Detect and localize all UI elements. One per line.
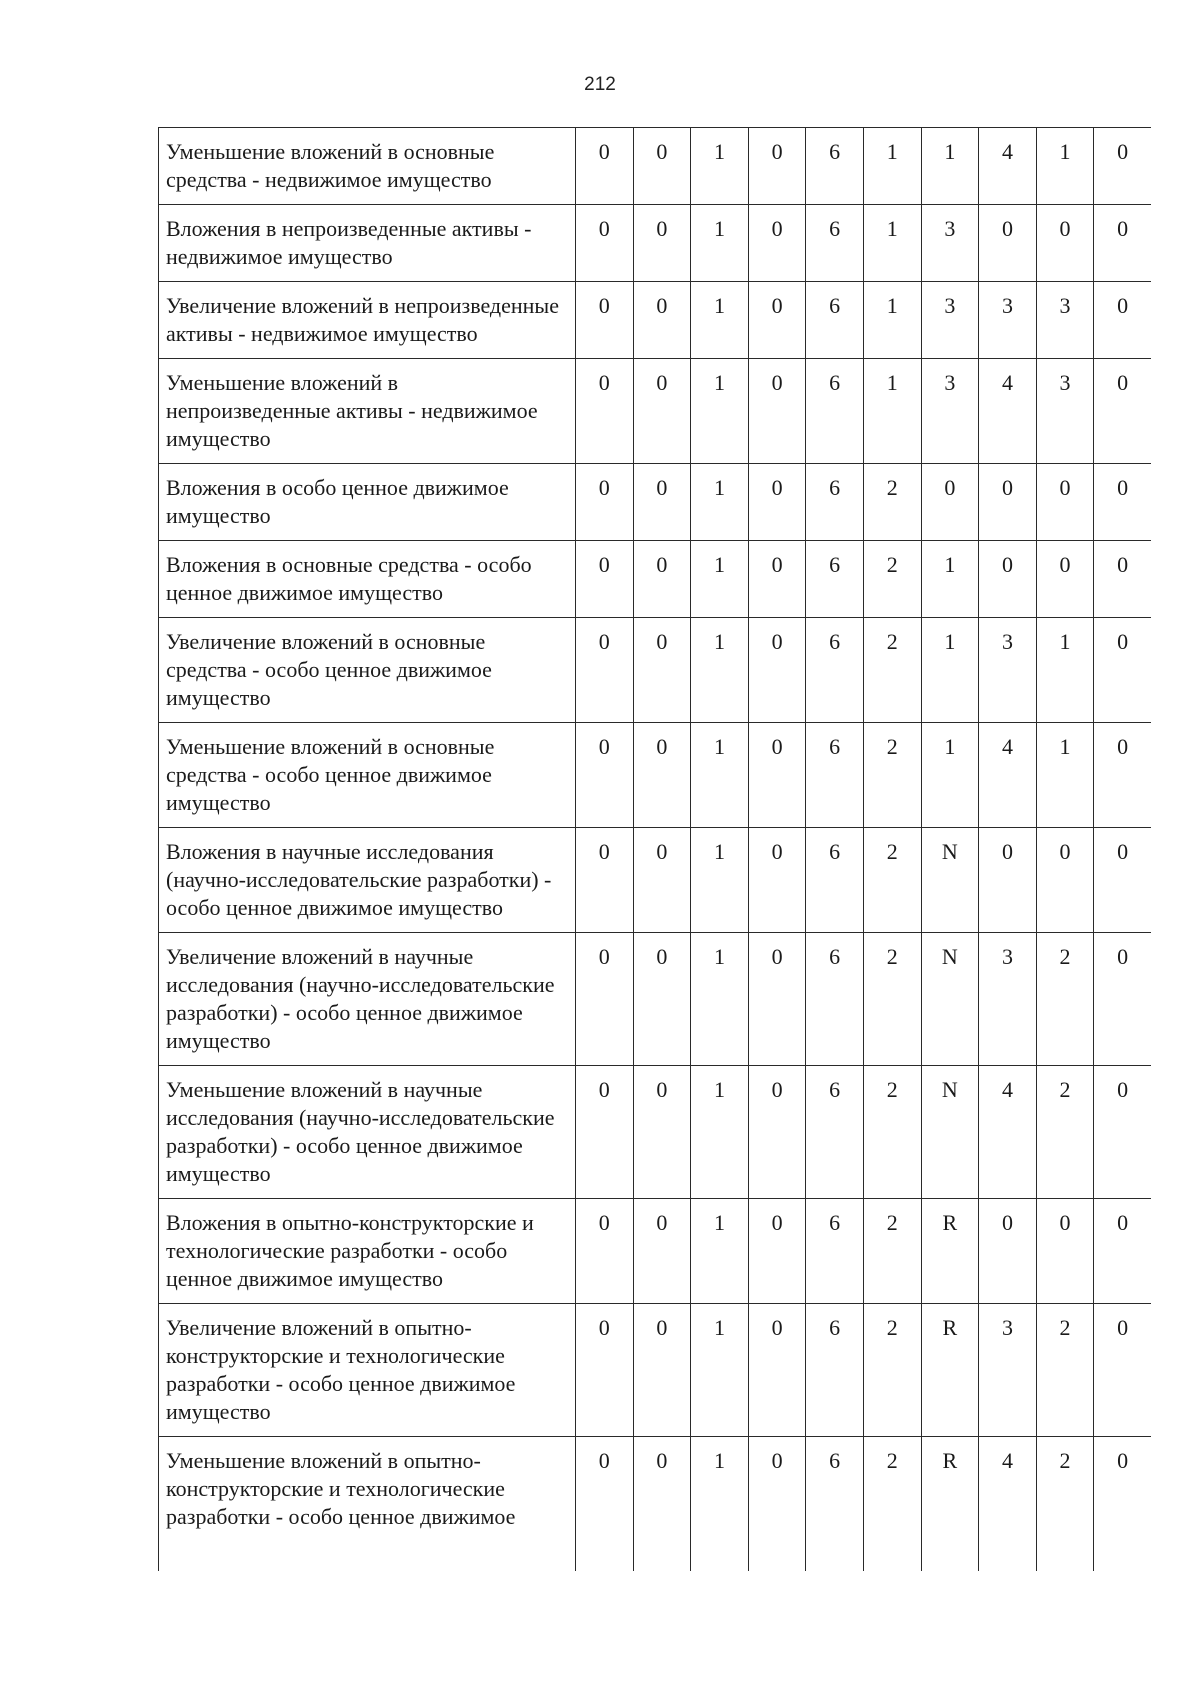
code-cell: 0 — [1094, 828, 1151, 933]
code-cell: R — [921, 1199, 979, 1304]
code-cell: 0 — [633, 618, 691, 723]
code-cell: 0 — [1036, 1199, 1094, 1304]
table-row — [159, 128, 1152, 205]
table-row — [159, 828, 1152, 933]
code-cell: 0 — [1094, 933, 1151, 1066]
code-cell: 3 — [979, 933, 1037, 1066]
table-row — [159, 205, 1152, 282]
table-row — [159, 1199, 1152, 1304]
code-cell: 3 — [979, 618, 1037, 723]
code-cell: 1 — [691, 933, 749, 1066]
code-cell: 0 — [748, 933, 806, 1066]
code-cell: 0 — [633, 464, 691, 541]
row-label: Вложения в научные исследования (научно-исследовательские разработки) - особо ценное движимое имущество — [159, 828, 576, 933]
code-cell: 2 — [1036, 1437, 1094, 1572]
code-cell: 0 — [748, 359, 806, 464]
code-cell: 1 — [691, 618, 749, 723]
code-cell: 1 — [1036, 723, 1094, 828]
code-cell: 0 — [1094, 205, 1151, 282]
code-cell: 6 — [806, 464, 864, 541]
code-cell: 1 — [691, 1304, 749, 1437]
code-cell: 2 — [1036, 1304, 1094, 1437]
code-cell: 0 — [1094, 1437, 1151, 1572]
code-cell: 2 — [863, 1437, 921, 1572]
code-cell: 6 — [806, 1199, 864, 1304]
code-cell: 0 — [748, 723, 806, 828]
code-cell: 0 — [576, 1304, 634, 1437]
code-cell: 1 — [691, 205, 749, 282]
code-cell: 6 — [806, 205, 864, 282]
code-cell: 1 — [921, 541, 979, 618]
table-row — [159, 464, 1152, 541]
code-cell: N — [921, 828, 979, 933]
code-cell: 2 — [863, 1304, 921, 1437]
code-cell: 4 — [979, 128, 1037, 205]
row-label: Уменьшение вложений в непроизведенные активы - недвижимое имущество — [159, 359, 576, 464]
code-cell: 6 — [806, 1304, 864, 1437]
row-label: Увеличение вложений в непроизведенные активы - недвижимое имущество — [159, 282, 576, 359]
code-cell: 2 — [863, 828, 921, 933]
code-cell: 1 — [921, 128, 979, 205]
code-cell: 0 — [576, 828, 634, 933]
table-row — [159, 359, 1152, 464]
code-cell: 0 — [748, 541, 806, 618]
code-cell: 0 — [748, 128, 806, 205]
code-cell: 0 — [979, 1199, 1037, 1304]
code-cell: 3 — [1036, 359, 1094, 464]
code-cell: 2 — [1036, 933, 1094, 1066]
table-sheet — [158, 127, 1151, 1610]
code-cell: 0 — [576, 933, 634, 1066]
code-cell: 6 — [806, 723, 864, 828]
code-cell: N — [921, 933, 979, 1066]
row-label: Уменьшение вложений в основные средства - недвижимое имущество — [159, 128, 576, 205]
code-cell: 0 — [979, 541, 1037, 618]
row-label: Увеличение вложений в основные средства - особо ценное движимое имущество — [159, 618, 576, 723]
code-cell: 3 — [979, 1304, 1037, 1437]
code-cell: 4 — [979, 723, 1037, 828]
code-cell: 2 — [863, 541, 921, 618]
code-cell: 0 — [633, 1304, 691, 1437]
code-cell: 1 — [691, 723, 749, 828]
code-cell: 1 — [863, 128, 921, 205]
code-cell: 0 — [1094, 282, 1151, 359]
code-cell: 4 — [979, 1066, 1037, 1199]
code-cell: 0 — [1094, 618, 1151, 723]
code-cell: 0 — [748, 205, 806, 282]
code-cell: 0 — [1036, 828, 1094, 933]
code-cell: 0 — [576, 1066, 634, 1199]
code-cell: 0 — [633, 1199, 691, 1304]
code-cell: 0 — [576, 128, 634, 205]
code-cell: 6 — [806, 541, 864, 618]
code-cell: 3 — [921, 282, 979, 359]
code-cell: 0 — [979, 464, 1037, 541]
code-cell: 2 — [863, 1066, 921, 1199]
code-cell: 0 — [576, 723, 634, 828]
code-cell: 0 — [979, 828, 1037, 933]
code-cell: 1 — [863, 359, 921, 464]
code-cell: 2 — [863, 464, 921, 541]
code-cell: 0 — [576, 282, 634, 359]
code-cell: 3 — [979, 282, 1037, 359]
code-cell: 0 — [1036, 464, 1094, 541]
code-cell: 0 — [576, 205, 634, 282]
code-cell: R — [921, 1304, 979, 1437]
code-cell: 0 — [633, 933, 691, 1066]
code-cell: 0 — [633, 282, 691, 359]
code-cell: 1 — [691, 359, 749, 464]
code-cell: 0 — [633, 1437, 691, 1572]
code-cell: 2 — [1036, 1066, 1094, 1199]
code-cell: 0 — [1094, 1066, 1151, 1199]
code-cell: 0 — [633, 723, 691, 828]
row-label: Уменьшение вложений в опытно-конструкторские и технологические разработки - особо ценное движимое — [159, 1437, 576, 1572]
code-cell: 0 — [979, 205, 1037, 282]
table-row — [159, 1304, 1152, 1437]
row-label: Вложения в опытно-конструкторские и технологические разработки - особо ценное движимое имущество — [159, 1199, 576, 1304]
code-cell: R — [921, 1437, 979, 1572]
code-cell: 0 — [1094, 541, 1151, 618]
table-row — [159, 723, 1152, 828]
code-cell: 0 — [633, 1066, 691, 1199]
code-cell: 2 — [863, 1199, 921, 1304]
row-label: Вложения в особо ценное движимое имущество — [159, 464, 576, 541]
account-code-table — [158, 127, 1151, 1571]
code-cell: 1 — [1036, 618, 1094, 723]
code-cell: 2 — [863, 618, 921, 723]
code-cell: 0 — [921, 464, 979, 541]
code-cell: 0 — [748, 1437, 806, 1572]
code-cell: 0 — [633, 828, 691, 933]
code-cell: 0 — [748, 1304, 806, 1437]
code-cell: 6 — [806, 128, 864, 205]
code-cell: 1 — [691, 828, 749, 933]
code-cell: 0 — [633, 128, 691, 205]
row-label: Вложения в непроизведенные активы - недвижимое имущество — [159, 205, 576, 282]
code-cell: 3 — [1036, 282, 1094, 359]
table-row — [159, 541, 1152, 618]
code-cell: 0 — [633, 541, 691, 618]
code-cell: 0 — [1094, 1199, 1151, 1304]
code-cell: 1 — [691, 1437, 749, 1572]
code-cell: 1 — [921, 618, 979, 723]
code-cell: 0 — [633, 359, 691, 464]
code-cell: 1 — [863, 282, 921, 359]
code-cell: 0 — [1094, 464, 1151, 541]
table-row — [159, 1437, 1152, 1572]
code-cell: 6 — [806, 933, 864, 1066]
code-cell: 1 — [691, 282, 749, 359]
row-label: Вложения в основные средства - особо ценное движимое имущество — [159, 541, 576, 618]
code-cell: 0 — [748, 1066, 806, 1199]
row-label: Увеличение вложений в опытно-конструкторские и технологические разработки - особо ценное движимое имущество — [159, 1304, 576, 1437]
code-cell: 1 — [691, 1066, 749, 1199]
code-cell: 2 — [863, 723, 921, 828]
code-cell: 0 — [748, 828, 806, 933]
row-label: Уменьшение вложений в научные исследования (научно-исследовательские разработки) - особо ценное движимое имущество — [159, 1066, 576, 1199]
row-label: Уменьшение вложений в основные средства - особо ценное движимое имущество — [159, 723, 576, 828]
code-cell: 0 — [1094, 359, 1151, 464]
table-body — [159, 128, 1152, 1572]
code-cell: 0 — [1036, 541, 1094, 618]
code-cell: 0 — [576, 464, 634, 541]
code-cell: 1 — [921, 723, 979, 828]
code-cell: 0 — [748, 618, 806, 723]
code-cell: 6 — [806, 359, 864, 464]
code-cell: 0 — [1036, 205, 1094, 282]
code-cell: 3 — [921, 205, 979, 282]
code-cell: 0 — [576, 618, 634, 723]
table-row — [159, 933, 1152, 1066]
code-cell: 6 — [806, 828, 864, 933]
table-row — [159, 282, 1152, 359]
row-label: Увеличение вложений в научные исследования (научно-исследовательские разработки) - особо ценное движимое имущество — [159, 933, 576, 1066]
code-cell: 0 — [576, 1199, 634, 1304]
code-cell: 4 — [979, 1437, 1037, 1572]
code-cell: N — [921, 1066, 979, 1199]
code-cell: 0 — [748, 1199, 806, 1304]
code-cell: 6 — [806, 1437, 864, 1572]
code-cell: 0 — [576, 541, 634, 618]
code-cell: 0 — [1094, 1304, 1151, 1437]
code-cell: 0 — [748, 464, 806, 541]
code-cell: 0 — [1094, 128, 1151, 205]
code-cell: 0 — [748, 282, 806, 359]
code-cell: 2 — [863, 933, 921, 1066]
code-cell: 1 — [691, 464, 749, 541]
code-cell: 6 — [806, 282, 864, 359]
code-cell: 1 — [691, 1199, 749, 1304]
code-cell: 6 — [806, 1066, 864, 1199]
code-cell: 0 — [576, 359, 634, 464]
code-cell: 1 — [691, 128, 749, 205]
table-row — [159, 618, 1152, 723]
code-cell: 1 — [691, 541, 749, 618]
code-cell: 0 — [1094, 723, 1151, 828]
code-cell: 6 — [806, 618, 864, 723]
code-cell: 1 — [863, 205, 921, 282]
code-cell: 4 — [979, 359, 1037, 464]
code-cell: 1 — [1036, 128, 1094, 205]
code-cell: 0 — [633, 205, 691, 282]
code-cell: 0 — [576, 1437, 634, 1572]
table-row — [159, 1066, 1152, 1199]
code-cell: 3 — [921, 359, 979, 464]
page-number: 212 — [584, 74, 616, 95]
